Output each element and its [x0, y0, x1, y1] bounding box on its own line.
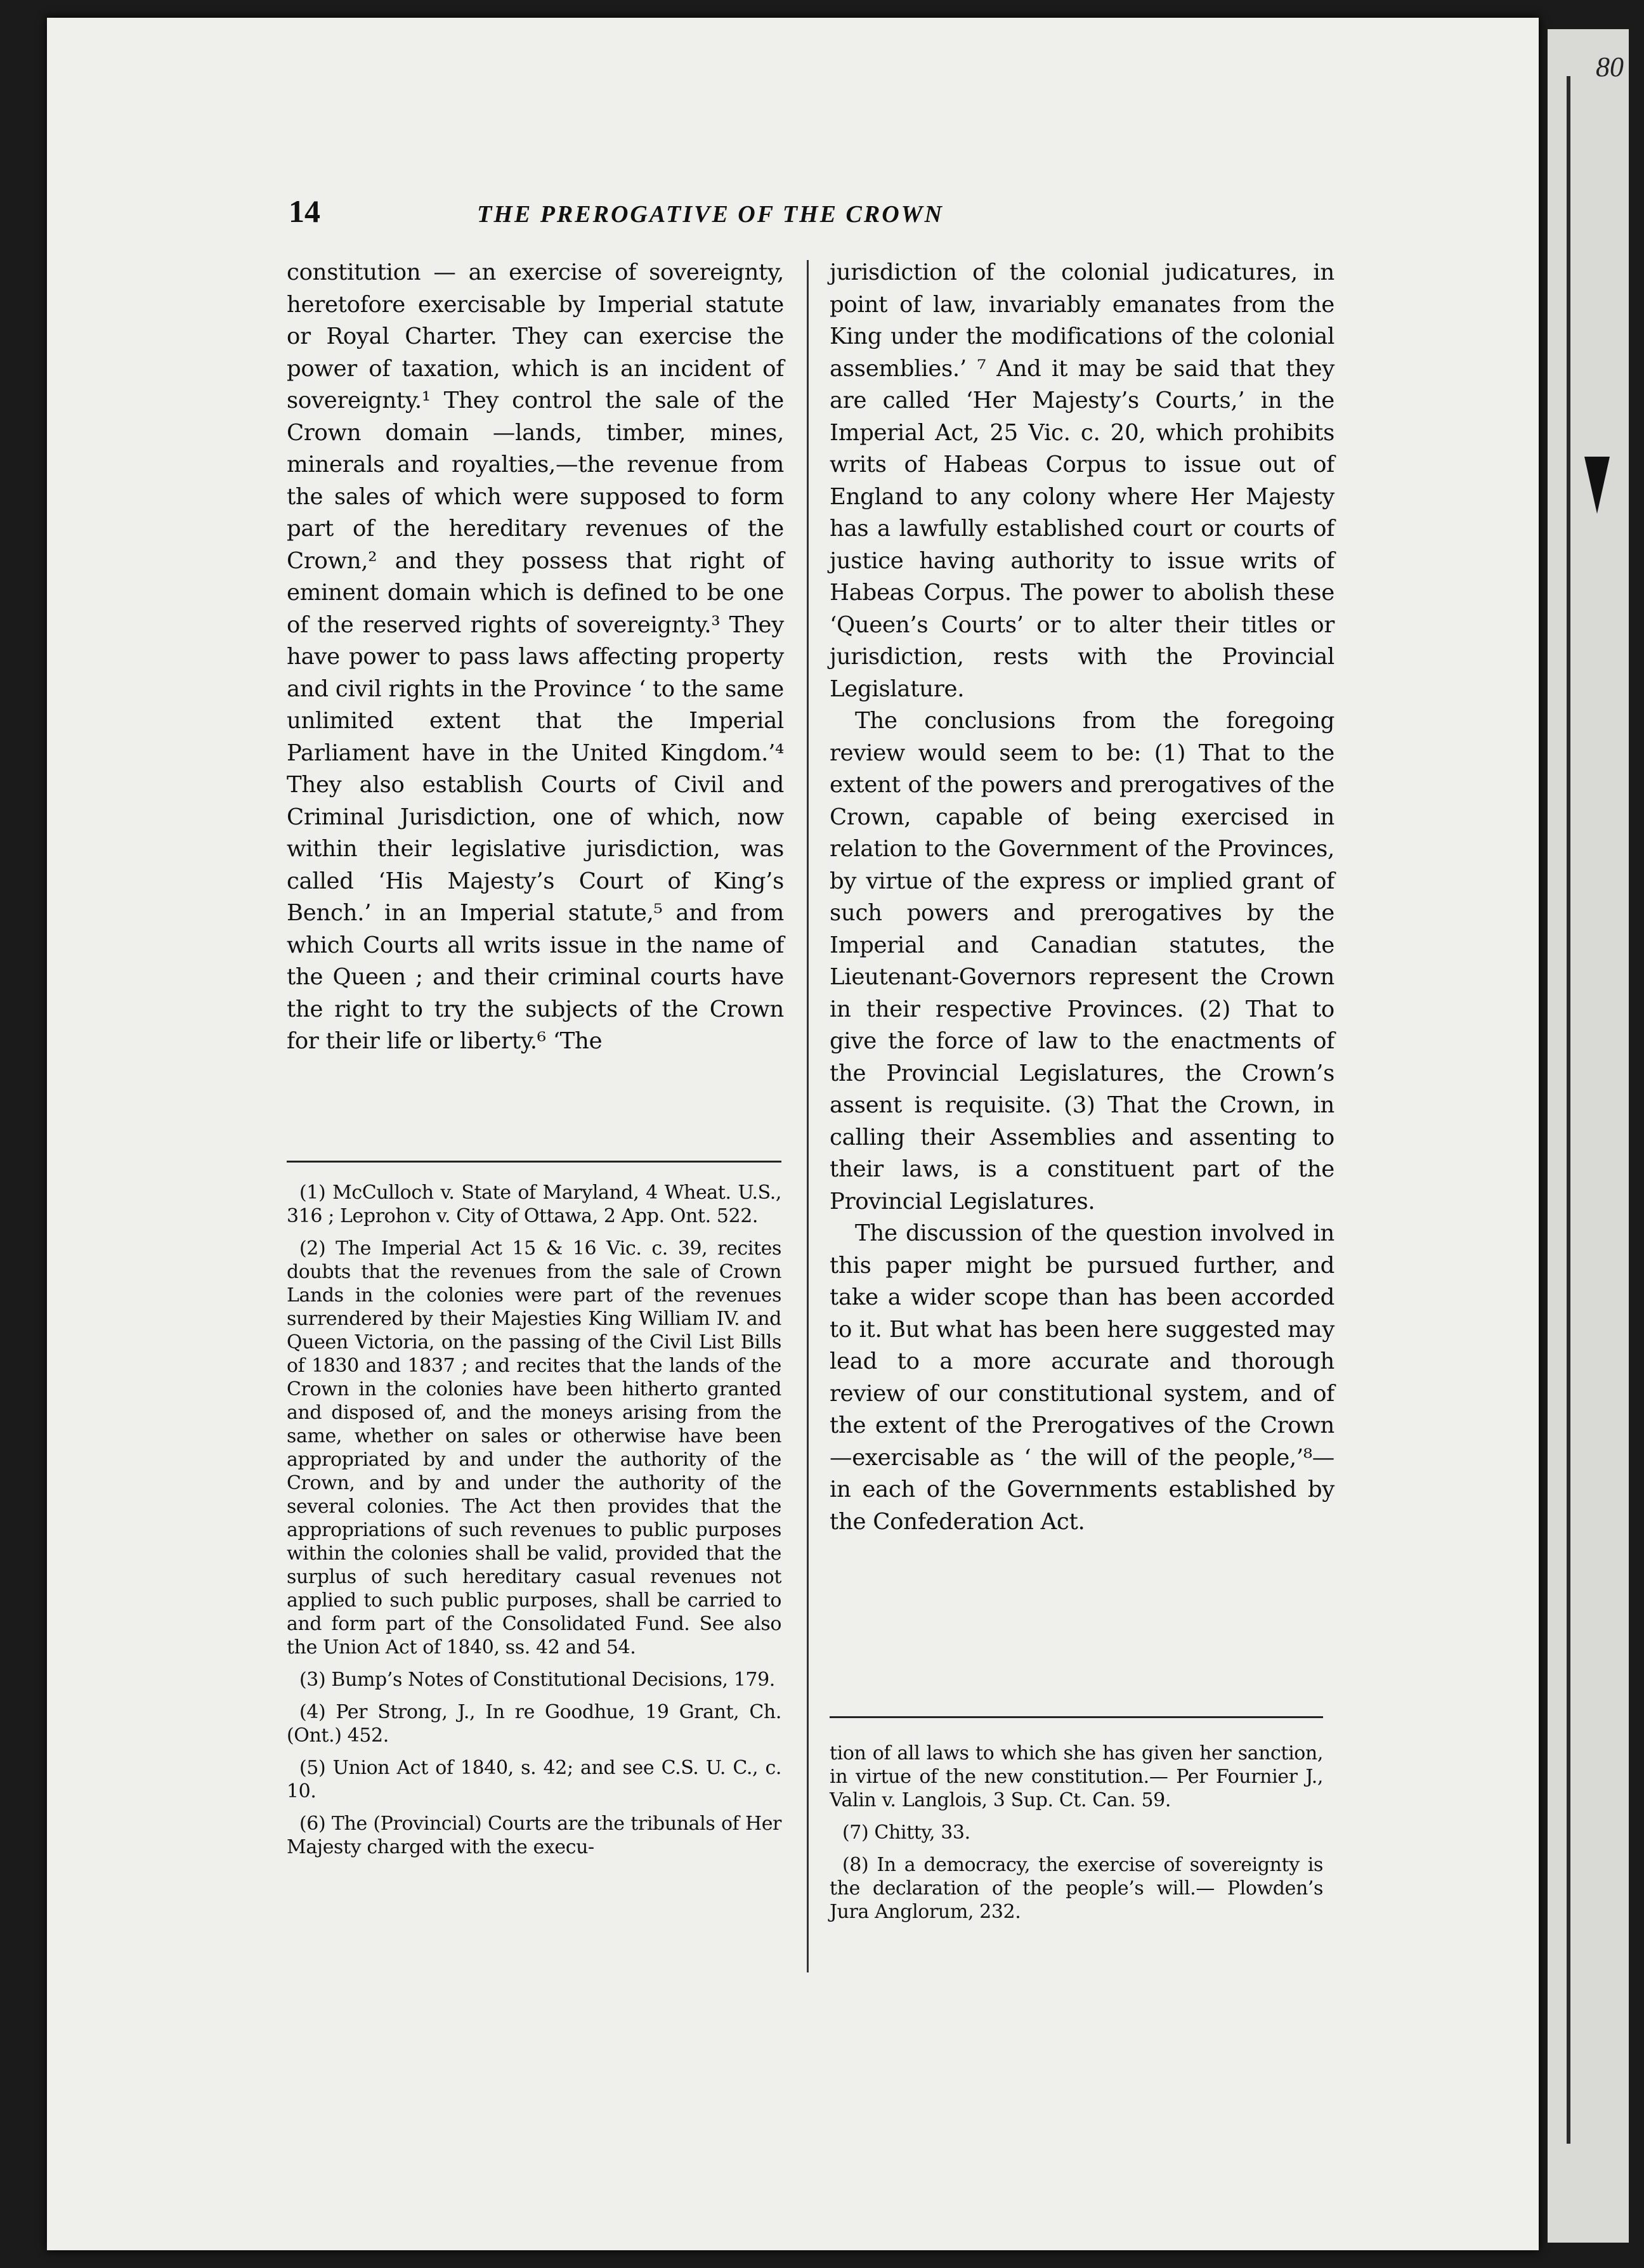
left-column [287, 257, 784, 1058]
footnote: (6) The (Provincial) Courts are the tribunals of Her Majesty charged with the execu- [287, 1813, 781, 1858]
footnotes-left [287, 1181, 781, 1868]
footnotes-right [830, 1742, 1323, 1932]
column-divider [807, 260, 809, 1972]
binding-notch [1584, 457, 1610, 514]
footnote: (8) In a democracy, the exercise of sovereignty is the declaration of the people’s will.— Plowden’s Jura Anglorum, 232. [830, 1854, 1323, 1923]
right-paragraph-2: The conclusions from the foregoing review would seem to be: (1) That to the extent of the powers and prerogatives of the Crown, capable of being exercised in relation to the Government of the Provinces, by virtue of the express or implied grant of such powers and prerogatives by the Imperial and Canadian statutes, the Lieutenant-Governors represent the Crown in their respective Provinces. (2) That to give the force of law to the enactments of the Provincial Legislatures, the Crown’s assent is requisite. (3) That the Crown, in calling their Assemblies and assenting to their laws, is a constituent part of the Provincial Legislatures. [830, 708, 1334, 1215]
right-paragraph-1: jurisdiction of the colonial judicatures, in point of law, invariably emanates from the King under the modifications of the colonial assemblies.’ ⁷ And it may be said that they are called ‘Her Majesty’s Courts,’ in the Imperial Act, 25 Vic. c. 20, which prohibits writs of Habeas Corpus to issue out of England to any colony where Her Majesty has a lawfully established court or courts of justice having authority to issue writs of Habeas Corpus. The power to abolish these ‘Queen’s Courts’ or to alter their titles or jurisdiction, rests with the Provincial Legislature. [830, 259, 1334, 702]
next-page-edge [1548, 29, 1629, 2243]
footnote-rule-right [830, 1716, 1323, 1718]
footnote: (3) Bump’s Notes of Constitutional Decisions, 179. [299, 1669, 775, 1691]
left-column-text: constitution — an exercise of sovereignty, heretofore exercisable by Imperial statute or Royal Charter. They can exercise the power of taxation, which is an incident of sovereignty.¹ They control the sale of the Crown domain —lands, timber, mines, minerals and royalties,—the revenue from the sales of which were supposed to form part of the hereditary revenues of the Crown,² and they possess that right of eminent domain which is defined to be one of the reserved rights of sovereignty.³ They have power to pass laws affecting property and civil rights in the Province ‘ to the same unlimited extent that the Imperial Parliament have in the United Kingdom.’⁴ They also establish Courts of Civil and Criminal Jurisdiction, one of which, now within their legislative jurisdiction, was called ‘His Majesty’s Court of King’s Bench.’ in an Imperial statute,⁵ and from which Courts all writs issue in the name of the Queen ; and their criminal courts have the right to try the subjects of the Crown for their life or liberty.⁶ ‘The [287, 259, 784, 1054]
footnote: (1) McCulloch v. State of Maryland, 4 Wheat. U.S., 316 ; Leprohon v. City of Ottawa, 2 App. Ont. 522. [287, 1182, 781, 1227]
footnote-rule-left [287, 1161, 781, 1163]
footnote: (7) Chitty, 33. [842, 1822, 970, 1844]
footnote: (2) The Imperial Act 15 & 16 Vic. c. 39, recites doubts that the revenues from the sale of Crown Lands in the colonies were part of the revenues surrendered by their Majesties King William IV. and Queen Victoria, on the passing of the Civil List Bills of 1830 and 1837 ; and recites that the lands of the Crown in the colonies have been hitherto granted and disposed of, and the moneys arising from the same, whether on sales or otherwise have been appropriated by and under the authority of the Crown, and by and under the authority of the several colonies. The Act then provides that the appropriations of such revenues to public purposes within the colonies shall be valid, provided that the surplus of such hereditary casual revenues not applied to such public purposes, shall be carried to and form part of the Consolidated Fund. See also the Union Act of 1840, ss. 42 and 54. [287, 1237, 781, 1659]
running-head [289, 193, 1056, 230]
page-gutter-line [1567, 76, 1570, 2144]
footnote: (5) Union Act of 1840, s. 42; and see C.S. U. C., c. 10. [287, 1757, 781, 1802]
right-paragraph-3: The discussion of the question involved in this paper might be pursued further, and take a wider scope than has been accorded to it. But what has been here suggested may lead to a more accurate and thorough review of our constitutional system, and of the extent of the Prerogatives of the Crown —exercisable as ‘ the will of the people,’⁸—in each of the Governments established by the Confederation Act. [830, 1220, 1334, 1535]
handwritten-margin-mark: 80 [1596, 51, 1624, 82]
running-title: THE PREROGATIVE OF THE CROWN [477, 201, 944, 228]
right-column [830, 257, 1334, 1538]
page-number: 14 [289, 193, 320, 229]
footnote: tion of all laws to which she has given her sanction, in virtue of the new constitution.— Per Fournier J., Valin v. Langlois, 3 Sup. Ct. Can. 59. [830, 1742, 1323, 1811]
footnote: (4) Per Strong, J., In re Goodhue, 19 Grant, Ch. (Ont.) 452. [287, 1701, 781, 1747]
